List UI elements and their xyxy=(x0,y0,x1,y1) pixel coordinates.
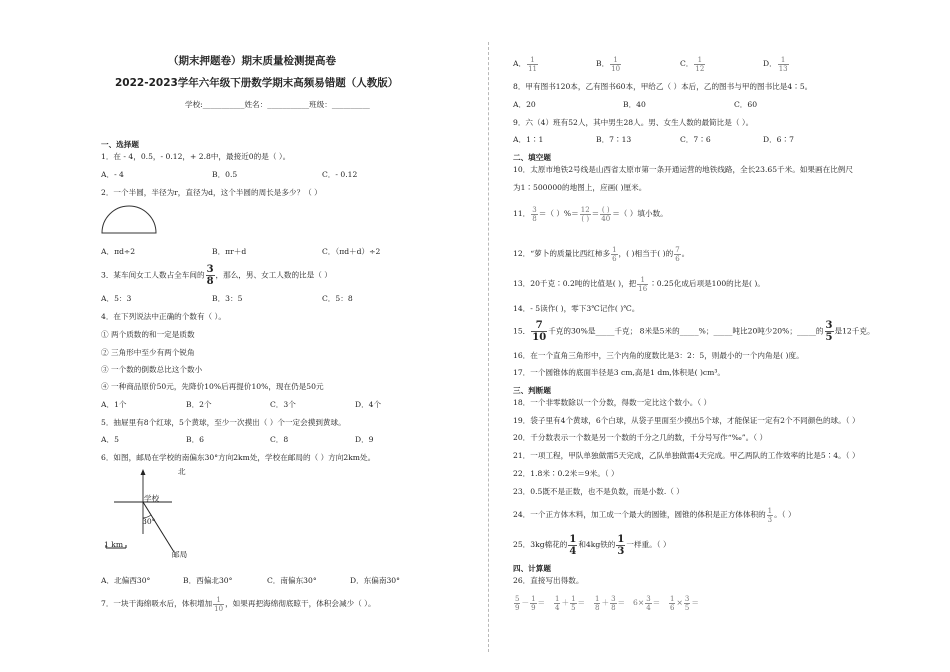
q9-option-d: D．6∶7 xyxy=(763,135,794,144)
q4-item-4: ④ 一种商品原价50元，先降价10%后再提价10%，现在仍是50元 xyxy=(101,382,324,391)
q5-option-a: A．5 xyxy=(101,435,119,444)
q5-option-c: C．8 xyxy=(270,435,289,444)
q26-expr-1: $\frac{5}{9}$ － $\frac{1}{9}$ ＝ xyxy=(515,594,546,612)
q1-option-c: C．- 0.12 xyxy=(322,170,358,179)
q4-option-a: A．1个 xyxy=(101,400,127,409)
q7-option-b: B． $\frac{1}{10}$ xyxy=(596,55,621,73)
q5-option-d: D．9 xyxy=(355,435,374,444)
q3-option-c: C．5：8 xyxy=(322,294,353,303)
q7-fraction: $\frac{1}{10}$ xyxy=(214,595,224,613)
q1-option-b: B．0.5 xyxy=(212,170,238,179)
q7-text-pre: 7．一块干海绵吸水后，体积增加 xyxy=(101,599,213,608)
q20-stem: 20．千分数表示一个数是另一个数的千分之几的数，千分号写作“‰”。（ ） xyxy=(513,433,768,442)
q4-item-2: ② 三角形中至少有两个锐角 xyxy=(101,348,195,357)
q21-stem: 21．一项工程，甲队单独做需5天完成，乙队单独做需4天完成。甲乙两队的工作效率的比是5∶4。（ ） xyxy=(513,451,860,460)
column-divider xyxy=(488,42,489,652)
north-label: 北 xyxy=(178,467,186,476)
q7-option-a: A． $\frac{1}{11}$ xyxy=(513,55,537,73)
q2-stem: 2．一个半圆，半径为r，直径为d，这个半圆的周长是多少？（ ） xyxy=(101,188,322,197)
q3-option-b: B．3：5 xyxy=(212,294,243,303)
q2-option-c: C．（πd＋d）÷2 xyxy=(322,247,381,256)
q4-option-c: C．3个 xyxy=(270,400,296,409)
q12-stem: 12．“萝卜的质量比西红柿多 $\frac{1}{6}$ ，( )相当于( )的 $\frac{7}{6}$ 。 xyxy=(513,245,690,263)
angle-label: 30° xyxy=(142,517,156,526)
q6-stem: 6．如图，邮局在学校的南偏东30°方向2km处，学校在邮局的（ ）方向2km处。 xyxy=(101,453,376,462)
q26-expr-4: 6× $\frac{3}{4}$ ＝ xyxy=(633,594,661,612)
q7-text-post: ，如果再把海绵彻底晾干，体积会减少（ ）。 xyxy=(225,599,376,608)
q4-item-1: ① 两个质数的和一定是质数 xyxy=(101,330,195,339)
q3-fraction: $\frac{3}{8}$ xyxy=(206,264,214,287)
q24-stem: 24．一个正方体木料，加工成一个最大的圆锥，圆锥的体积是正方体体积的 $\frac{1}{3}$ 。（ ） xyxy=(513,506,796,524)
q10-line1: 10．太原市地铁2号线是山西省太原市第一条开通运营的地铁线路，全长23.65千米。如果画在比例尺 xyxy=(513,165,853,174)
q16-stem: 16．在一个直角三角形中，三个内角的度数比是3：2：5，则最小的一个内角是( )度。 xyxy=(513,351,804,360)
q6-option-d: D．东偏南30° xyxy=(350,576,400,585)
q19-stem: 19．袋子里有4个黄球，6个白球，从袋子里面至少摸出5个球，才能保证一定有2个不同颜色的球。（ ） xyxy=(513,416,860,425)
q18-stem: 18．一个非零数除以一个分数，得数一定比这个数小。（ ） xyxy=(513,398,712,407)
q3-stem xyxy=(101,264,332,287)
post-office-label: 邮局 xyxy=(172,550,188,559)
semicircle-figure xyxy=(100,204,158,236)
q4-option-b: B．2个 xyxy=(186,400,212,409)
q5-option-b: B．6 xyxy=(186,435,205,444)
q10-line2: 为1∶500000的地图上，应画( )厘米。 xyxy=(513,183,647,192)
q3-option-a: A．5：3 xyxy=(101,294,132,303)
section-judge-title: 三、判断题 xyxy=(513,386,551,395)
q4-option-d: D．4个 xyxy=(355,400,382,409)
q9-option-a: A．1∶1 xyxy=(513,135,544,144)
q6-option-a: A．北偏西30° xyxy=(101,576,151,585)
q15-stem: 15． $\frac{7}{10}$ 千克的30%是_____千克； 8米是5米的_____%；_____吨比20吨少20%；_____的 $\frac{3}{5}$ 是12千克。 xyxy=(513,320,875,343)
q4-item-3: ③ 一个数的倒数总比这个数小 xyxy=(101,365,203,374)
q7-option-c: C． $\frac{1}{12}$ xyxy=(680,55,705,73)
q1-option-a: A．- 4 xyxy=(101,170,124,179)
q26-expr-5: $\frac{1}{6}$ × $\frac{3}{5}$ ＝ xyxy=(670,594,699,612)
q8-option-c: C．60 xyxy=(734,100,758,109)
page-subtitle: 2022-2023学年六年级下册数学期末高频易错题（人教版） xyxy=(115,77,399,89)
q9-option-b: B．7∶13 xyxy=(596,135,632,144)
q9-stem: 9．六（4）班有52人，其中男生28人。男、女生人数的最简比是（ ）。 xyxy=(513,118,754,127)
q17-stem: 17．一个圆锥体的底面半径是3 cm,高是1 dm,体积是( )cm³。 xyxy=(513,368,726,377)
q26-expr-3: $\frac{1}{8}$ ＋ $\frac{3}{8}$ ＝ xyxy=(595,594,626,612)
student-info-line: 学校:___________姓名：___________班级：__________ xyxy=(185,100,370,109)
q26-expr-2: $\frac{1}{4}$ ＋ $\frac{1}{5}$ ＝ xyxy=(555,594,586,612)
q2-option-a: A．πd÷2 xyxy=(101,247,136,256)
q7-stem xyxy=(101,594,376,614)
q6-option-c: C．南偏东30° xyxy=(267,576,317,585)
q2-option-b: B．πr＋d xyxy=(212,247,247,256)
q22-stem: 22．1.8米∶0.2米＝9米。（ ） xyxy=(513,469,619,478)
q6-option-b: B．西偏北30° xyxy=(183,576,233,585)
q5-stem: 5．抽屉里有8个红球，5个黄球，至少一次摸出（ ）个一定会摸到黄球。 xyxy=(101,418,346,427)
section-calc-title: 四、计算题 xyxy=(513,564,551,573)
q26-stem: 26．直接写出得数。 xyxy=(513,576,584,585)
q4-stem: 4．在下列说法中正确的个数有（ ）。 xyxy=(101,312,226,321)
q3-text-pre: 3．某车间女工人数占全车间的 xyxy=(101,270,205,280)
q8-stem: 8．甲有图书120本，乙有图书60本，甲给乙（ ）本后，乙的图书与甲的图书比是4∶5。 xyxy=(513,82,813,91)
q9-option-c: C．7∶6 xyxy=(680,135,711,144)
q3-text-post: ，那么，男、女工人数的比是（ ） xyxy=(215,270,332,280)
school-label: 学校 xyxy=(144,494,160,503)
q11-stem: 11． $\frac{3}{8}$ ＝（ ）%＝ $\frac{12}{( )}$ ＝ $\frac{( )}{40}$ ＝（ ）填小数。 xyxy=(513,205,668,223)
q8-option-a: A．20 xyxy=(513,100,536,109)
q1-stem: 1．在 - 4，0.5，- 0.12，+ 2.8中，最接近0的是（ ）。 xyxy=(101,152,291,161)
q14-stem: 14．- 5读作( )，零下3℃记作( )℃。 xyxy=(513,304,640,313)
scale-label: 1 km xyxy=(104,540,124,549)
q7-option-d: D． $\frac{1}{13}$ xyxy=(763,55,788,73)
q8-option-b: B．40 xyxy=(623,100,646,109)
q23-stem: 23．0.5既不是正数，也不是负数，而是小数.（ ） xyxy=(513,487,684,496)
section-fill-title: 二、填空题 xyxy=(513,153,551,162)
q25-stem: 25．3kg棉花的 $\frac{1}{4}$ 和4kg铁的 $\frac{1}{3}$ 一样重。（ ） xyxy=(513,533,671,557)
section-choice-title: 一、选择题 xyxy=(101,140,139,149)
q13-stem: 13．20千克∶0.2吨的比值是( )，把 $\frac{1}{16}$ ∶0.25化成后项是100的比是( )。 xyxy=(513,275,765,293)
page-title: （期末押题卷）期末质量检测提高卷 xyxy=(168,55,336,67)
